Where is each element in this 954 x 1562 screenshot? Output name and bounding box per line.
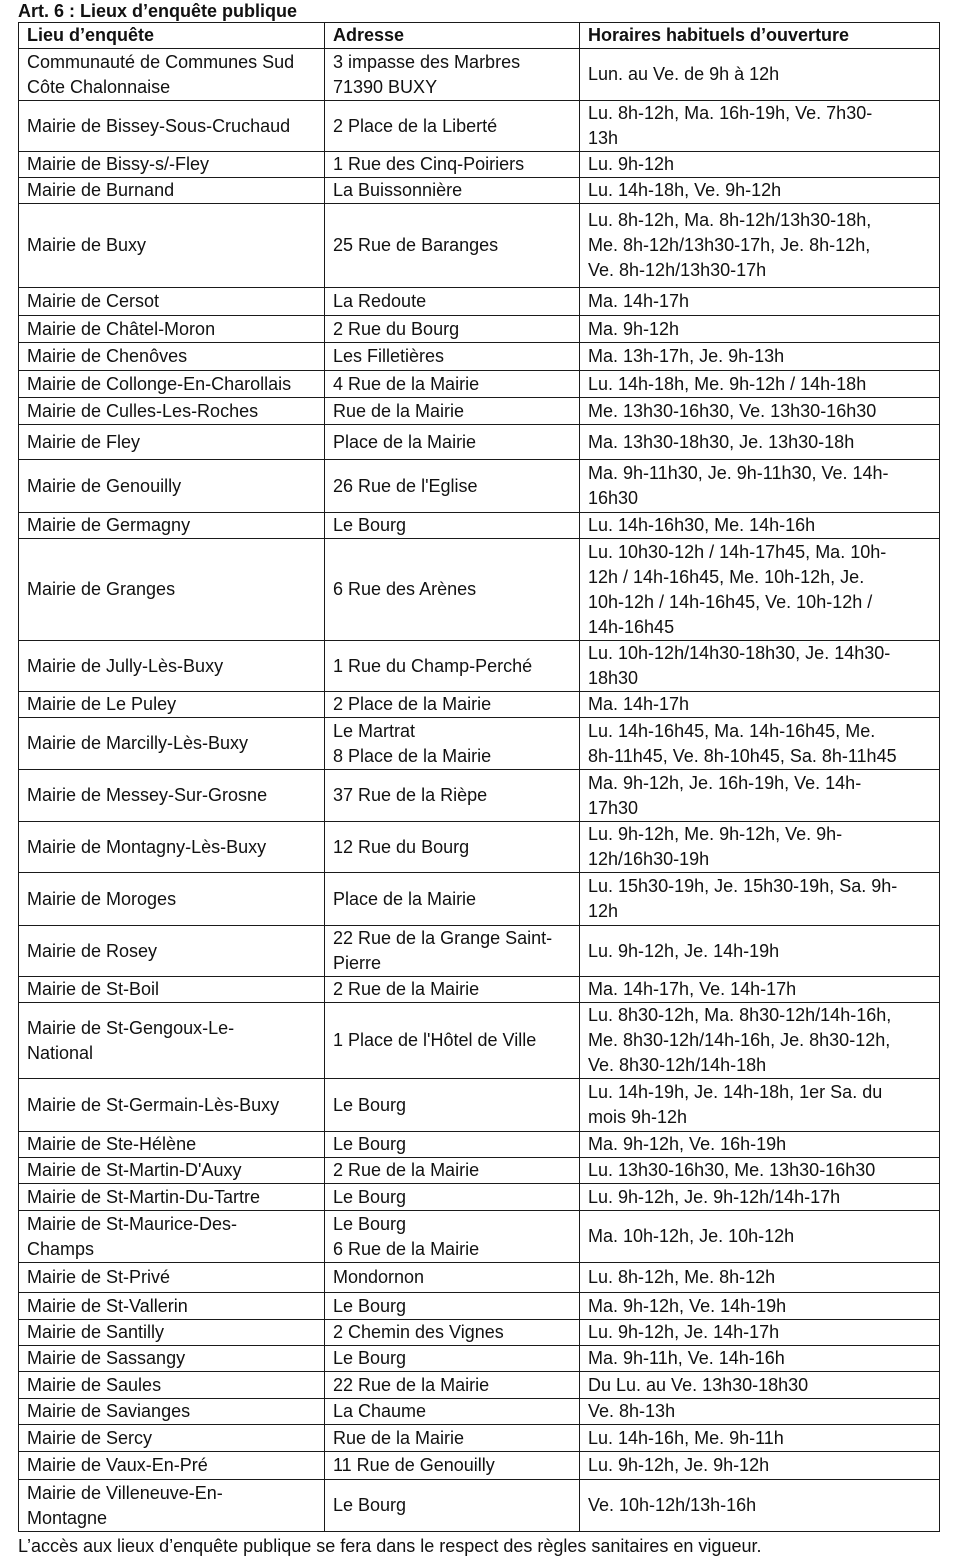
cell-horaires [580, 718, 940, 770]
cell-horaires [580, 1293, 940, 1320]
cell-adresse [325, 1372, 580, 1399]
cell-lieu-line: Mairie de St-Maurice-Des- [27, 1213, 238, 1234]
cell-lieu-line: Mairie de Moroges [27, 888, 177, 909]
cell-horaires [580, 1184, 940, 1211]
cell-lieu-line: Mairie de Burnand [27, 180, 175, 200]
cell-adresse-line: La Buissonnière [333, 180, 463, 200]
table-row [19, 977, 940, 1003]
table-row [19, 1346, 940, 1372]
cell-lieu-line: Mairie de Villeneuve-En- [27, 1482, 223, 1503]
cell-lieu-line: Mairie de Le Puley [27, 694, 177, 714]
table-header-row [19, 23, 940, 49]
cell-adresse-line: Le Bourg [333, 1348, 407, 1368]
cell-lieu-line: National [27, 1042, 94, 1063]
cell-horaires-line: Ve. 8h-12h/13h30-17h [588, 260, 767, 280]
cell-lieu-line: Champs [27, 1238, 95, 1259]
cell-adresse-line: 2 Rue de la Mairie [333, 1160, 480, 1180]
cell-lieu [19, 288, 325, 316]
cell-lieu [19, 873, 325, 926]
cell-lieu [19, 718, 325, 770]
cell-adresse [325, 1263, 580, 1293]
cell-horaires-line: Me. 13h30-16h30, Ve. 13h30-16h30 [588, 400, 877, 421]
cell-horaires-line: Ve. 10h-12h/13h-16h [588, 1495, 757, 1515]
cell-adresse-line: 37 Rue de la Rièpe [333, 785, 488, 805]
table-row [19, 1372, 940, 1399]
table-row [19, 1425, 940, 1452]
table-row [19, 692, 940, 718]
cell-horaires [580, 178, 940, 204]
cell-adresse [325, 204, 580, 288]
table-row [19, 1079, 940, 1132]
cell-lieu-line: Mairie de St-Germain-Lès-Buxy [27, 1094, 280, 1115]
table-row [19, 316, 940, 343]
cell-horaires [580, 1399, 940, 1425]
cell-adresse-line: 71390 BUXY [333, 76, 438, 97]
table-row [19, 1452, 940, 1480]
cell-lieu [19, 101, 325, 152]
table-row [19, 1293, 940, 1320]
cell-adresse-line: 1 Place de l'Hôtel de Ville [333, 1030, 537, 1050]
cell-adresse [325, 539, 580, 641]
cell-adresse-line: Le Bourg [333, 1186, 407, 1207]
cell-lieu-line: Mairie de Chenôves [27, 346, 188, 366]
cell-horaires [580, 1079, 940, 1132]
cell-lieu-line: Mairie de Montagny-Lès-Buxy [27, 836, 267, 857]
cell-lieu-line: Côte Chalonnaise [27, 76, 171, 97]
cell-horaires [580, 1480, 940, 1532]
cell-horaires-line: Ma. 9h-12h, Ve. 16h-19h [588, 1134, 787, 1154]
cell-horaires-line: Me. 8h-12h/13h30-17h, Je. 8h-12h, [588, 235, 871, 255]
cell-lieu [19, 977, 325, 1003]
cell-lieu [19, 1399, 325, 1425]
cell-horaires-line: Du Lu. au Ve. 13h30-18h30 [588, 1374, 809, 1395]
cell-adresse [325, 1079, 580, 1132]
cell-lieu [19, 152, 325, 178]
cell-adresse-line: 3 impasse des Marbres [333, 51, 521, 72]
cell-lieu-line: Mairie de Marcilly-Lès-Buxy [27, 733, 249, 753]
table-row [19, 770, 940, 822]
cell-lieu [19, 1480, 325, 1532]
cell-horaires [580, 204, 940, 288]
cell-horaires-line: Ma. 14h-17h [588, 694, 690, 714]
cell-horaires [580, 101, 940, 152]
table-row [19, 1158, 940, 1184]
cell-adresse [325, 460, 580, 513]
cell-horaires-line: Ma. 10h-12h, Je. 10h-12h [588, 1226, 795, 1246]
cell-horaires-line: 8h-11h45, Ve. 8h-10h45, Sa. 8h-11h45 [588, 745, 897, 766]
cell-horaires [580, 1452, 940, 1480]
cell-horaires-line: Lu. 14h-16h30, Me. 14h-16h [588, 515, 816, 535]
cell-horaires-line: Ma. 9h-11h, Ve. 14h-16h [588, 1348, 785, 1368]
cell-adresse-line: Le Martrat [333, 720, 416, 741]
table-row [19, 1184, 940, 1211]
cell-adresse-line: Le Bourg [333, 515, 407, 535]
cell-horaires-line: Ma. 13h-17h, Je. 9h-13h [588, 346, 785, 366]
cell-adresse [325, 1158, 580, 1184]
cell-horaires-line: Me. 8h30-12h/14h-16h, Je. 8h30-12h, [588, 1030, 891, 1050]
cell-adresse [325, 152, 580, 178]
table-body [19, 49, 940, 1532]
cell-horaires [580, 460, 940, 513]
cell-lieu-line: Mairie de Fley [27, 431, 141, 452]
cell-adresse-line: 1 Rue des Cinq-Poiriers [333, 154, 525, 174]
table-row [19, 926, 940, 977]
cell-horaires-line: Ma. 9h-12h [588, 318, 680, 339]
cell-lieu [19, 1132, 325, 1158]
cell-adresse [325, 873, 580, 926]
cell-adresse [325, 977, 580, 1003]
cell-horaires-line: Ma. 14h-17h, Ve. 14h-17h [588, 979, 797, 999]
cell-adresse [325, 371, 580, 398]
cell-horaires-line: 16h30 [588, 488, 639, 508]
cell-adresse-line: Rue de la Mairie [333, 400, 465, 421]
table-row [19, 371, 940, 398]
cell-adresse-line: Place de la Mairie [333, 431, 477, 452]
table-row [19, 152, 940, 178]
cell-lieu-line: Mairie de Vaux-En-Pré [27, 1455, 208, 1475]
cell-horaires-line: Lu. 9h-12h [588, 154, 675, 174]
document-page [18, 0, 939, 1558]
cell-adresse [325, 288, 580, 316]
cell-adresse-line: 22 Rue de la Mairie [333, 1374, 490, 1395]
header-adresse: Adresse [325, 23, 580, 49]
cell-horaires-line: Ma. 9h-12h, Je. 16h-19h, Ve. 14h- [588, 772, 862, 793]
cell-lieu [19, 204, 325, 288]
cell-lieu-line: Mairie de Bissy-s/-Fley [27, 154, 210, 174]
cell-horaires [580, 770, 940, 822]
cell-lieu-line: Communauté de Communes Sud [27, 51, 295, 72]
cell-horaires [580, 692, 940, 718]
cell-horaires [580, 1372, 940, 1399]
cell-horaires [580, 513, 940, 539]
cell-adresse [325, 692, 580, 718]
cell-horaires-line: Lu. 10h30-12h / 14h-17h45, Ma. 10h- [588, 541, 887, 562]
cell-adresse [325, 1003, 580, 1079]
cell-lieu [19, 1320, 325, 1346]
inquiry-locations-table [18, 22, 940, 1532]
cell-lieu [19, 425, 325, 460]
cell-horaires [580, 1320, 940, 1346]
cell-horaires-line: 12h / 14h-16h45, Me. 10h-12h, Je. [588, 566, 865, 587]
cell-adresse-line: Rue de la Mairie [333, 1427, 465, 1448]
cell-adresse [325, 926, 580, 977]
cell-adresse-line: Le Bourg [333, 1495, 407, 1515]
cell-lieu [19, 1158, 325, 1184]
table-row [19, 1211, 940, 1263]
cell-lieu [19, 641, 325, 692]
cell-horaires-line: Lu. 8h-12h, Me. 8h-12h [588, 1267, 776, 1287]
cell-lieu-line: Mairie de Savianges [27, 1401, 191, 1421]
cell-lieu [19, 178, 325, 204]
cell-lieu [19, 1184, 325, 1211]
cell-lieu-line: Mairie de Cersot [27, 291, 160, 311]
cell-lieu [19, 770, 325, 822]
cell-horaires-line: 14h-16h45 [588, 616, 675, 637]
cell-horaires [580, 288, 940, 316]
cell-lieu-line: Mairie de Rosey [27, 940, 158, 961]
cell-adresse-line: 8 Place de la Mairie [333, 745, 492, 766]
cell-lieu-line: Mairie de Sercy [27, 1427, 153, 1448]
cell-adresse [325, 822, 580, 873]
cell-horaires [580, 49, 940, 101]
cell-lieu-line: Mairie de Châtel-Moron [27, 318, 216, 339]
cell-horaires [580, 1425, 940, 1452]
cell-horaires [580, 1158, 940, 1184]
cell-horaires-line: Ve. 8h30-12h/14h-18h [588, 1055, 767, 1075]
cell-horaires-line: Lu. 9h-12h, Je. 9h-12h/14h-17h [588, 1186, 841, 1207]
cell-lieu-line: Mairie de Collonge-En-Charollais [27, 373, 292, 394]
header-horaires: Horaires habituels d’ouverture [580, 23, 940, 49]
cell-adresse [325, 1132, 580, 1158]
cell-horaires-line: Lu. 8h30-12h, Ma. 8h30-12h/14h-16h, [588, 1005, 892, 1025]
cell-adresse-line: 6 Rue de la Mairie [333, 1238, 480, 1259]
cell-adresse [325, 49, 580, 101]
cell-horaires-line: Lu. 15h30-19h, Je. 15h30-19h, Sa. 9h- [588, 876, 898, 896]
cell-horaires [580, 152, 940, 178]
cell-adresse [325, 343, 580, 371]
cell-horaires-line: Lu. 14h-16h45, Ma. 14h-16h45, Me. [588, 720, 876, 741]
cell-horaires-line: 13h [588, 128, 619, 148]
cell-horaires-line: Lu. 10h-12h/14h30-18h30, Je. 14h30- [588, 643, 891, 663]
cell-lieu [19, 1003, 325, 1079]
cell-adresse [325, 178, 580, 204]
cell-adresse-line: La Chaume [333, 1401, 427, 1421]
cell-adresse [325, 513, 580, 539]
header-lieu: Lieu d’enquête [19, 23, 325, 49]
cell-horaires-line: 18h30 [588, 668, 639, 688]
cell-lieu-line: Mairie de St-Boil [27, 979, 160, 999]
cell-adresse [325, 770, 580, 822]
cell-horaires-line: Lun. au Ve. de 9h à 12h [588, 64, 780, 84]
cell-lieu [19, 539, 325, 641]
cell-adresse [325, 1346, 580, 1372]
cell-horaires-line: Lu. 13h30-16h30, Me. 13h30-16h30 [588, 1160, 876, 1180]
cell-lieu [19, 49, 325, 101]
cell-horaires-line: Lu. 9h-12h, Je. 9h-12h [588, 1455, 770, 1475]
cell-horaires-line: Ve. 8h-13h [588, 1401, 676, 1421]
table-row [19, 873, 940, 926]
cell-horaires-line: Lu. 9h-12h, Je. 14h-19h [588, 940, 780, 961]
cell-adresse-line: 6 Rue des Arènes [333, 579, 477, 599]
cell-adresse-line: 1 Rue du Champ-Perché [333, 655, 533, 676]
cell-adresse-line: La Redoute [333, 291, 427, 311]
cell-adresse [325, 1320, 580, 1346]
cell-horaires [580, 398, 940, 425]
cell-horaires-line: Ma. 9h-11h30, Je. 9h-11h30, Ve. 14h- [588, 463, 889, 483]
cell-horaires [580, 1132, 940, 1158]
table-row [19, 1480, 940, 1532]
cell-horaires-line: Lu. 8h-12h, Ma. 8h-12h/13h30-18h, [588, 210, 872, 230]
cell-horaires-line: 10h-12h / 14h-16h45, Ve. 10h-12h / [588, 591, 873, 612]
table-row [19, 641, 940, 692]
cell-lieu-line: Mairie de St-Vallerin [27, 1295, 188, 1316]
cell-horaires-line: Lu. 14h-18h, Ve. 9h-12h [588, 180, 782, 200]
cell-horaires [580, 371, 940, 398]
cell-lieu-line: Mairie de Santilly [27, 1322, 165, 1342]
cell-adresse-line: 25 Rue de Baranges [333, 235, 499, 255]
cell-lieu [19, 316, 325, 343]
cell-adresse [325, 641, 580, 692]
cell-adresse-line: Le Bourg [333, 1295, 407, 1316]
cell-lieu [19, 692, 325, 718]
cell-lieu [19, 1079, 325, 1132]
cell-lieu-line: Mairie de St-Martin-Du-Tartre [27, 1186, 261, 1207]
table-row [19, 49, 940, 101]
cell-horaires [580, 1346, 940, 1372]
cell-lieu [19, 1425, 325, 1452]
table-row [19, 1320, 940, 1346]
cell-adresse [325, 1452, 580, 1480]
cell-horaires-line: Lu. 14h-19h, Je. 14h-18h, 1er Sa. du [588, 1082, 883, 1102]
cell-lieu [19, 343, 325, 371]
cell-adresse-line: Le Bourg [333, 1094, 407, 1115]
cell-lieu-line: Mairie de Buxy [27, 235, 147, 255]
cell-adresse-line: 22 Rue de la Grange Saint- [333, 928, 553, 948]
cell-horaires-line: Ma. 9h-12h, Ve. 14h-19h [588, 1295, 787, 1316]
table-row [19, 1132, 940, 1158]
cell-adresse [325, 398, 580, 425]
article-title: Art. 6 : Lieux d’enquête publique [18, 1, 298, 21]
cell-lieu [19, 1211, 325, 1263]
cell-adresse-line: 2 Rue du Bourg [333, 318, 460, 339]
cell-lieu-line: Mairie de St-Gengoux-Le- [27, 1017, 235, 1038]
table-row [19, 1399, 940, 1425]
cell-adresse [325, 425, 580, 460]
cell-horaires-line: Lu. 14h-18h, Me. 9h-12h / 14h-18h [588, 373, 867, 394]
cell-lieu [19, 513, 325, 539]
cell-horaires-line: mois 9h-12h [588, 1107, 688, 1127]
cell-lieu [19, 926, 325, 977]
cell-horaires [580, 977, 940, 1003]
cell-adresse-line: 2 Place de la Mairie [333, 694, 492, 714]
cell-adresse [325, 1184, 580, 1211]
cell-lieu-line: Mairie de Jully-Lès-Buxy [27, 655, 224, 676]
cell-adresse-line: 2 Rue de la Mairie [333, 979, 480, 999]
cell-lieu [19, 1452, 325, 1480]
cell-horaires [580, 1263, 940, 1293]
cell-horaires [580, 425, 940, 460]
cell-adresse-line: 12 Rue du Bourg [333, 836, 470, 857]
cell-lieu-line: Montagne [27, 1507, 108, 1528]
table-row [19, 513, 940, 539]
cell-adresse [325, 1425, 580, 1452]
table-row [19, 1263, 940, 1293]
cell-adresse-line: 26 Rue de l'Eglise [333, 475, 478, 496]
cell-lieu-line: Mairie de Culles-Les-Roches [27, 400, 259, 421]
table-row [19, 425, 940, 460]
cell-horaires [580, 1003, 940, 1079]
cell-horaires [580, 539, 940, 641]
cell-adresse [325, 718, 580, 770]
cell-horaires-line: 12h/16h30-19h [588, 849, 710, 869]
table-row [19, 822, 940, 873]
table-row [19, 178, 940, 204]
cell-horaires [580, 822, 940, 873]
table-row [19, 1003, 940, 1079]
cell-lieu-line: Mairie de Ste-Hélène [27, 1134, 197, 1154]
cell-adresse-line: Les Filletières [333, 346, 445, 366]
cell-adresse [325, 316, 580, 343]
cell-horaires [580, 641, 940, 692]
cell-lieu-line: Mairie de Saules [27, 1374, 162, 1395]
cell-horaires [580, 873, 940, 926]
footer-note: L’accès aux lieux d’enquête publique se fera dans le respect des règles sanitaires en vigueur. [18, 1536, 762, 1556]
cell-adresse-line: Le Bourg [333, 1134, 407, 1154]
table-row [19, 460, 940, 513]
cell-adresse-line: 2 Place de la Liberté [333, 115, 498, 136]
cell-lieu-line: Mairie de Germagny [27, 515, 191, 535]
table-row [19, 204, 940, 288]
cell-horaires-line: Lu. 9h-12h, Je. 14h-17h [588, 1322, 780, 1342]
cell-horaires-line: Lu. 14h-16h, Me. 9h-11h [588, 1427, 784, 1448]
cell-horaires [580, 926, 940, 977]
cell-horaires-line: 17h30 [588, 797, 639, 818]
table-row [19, 398, 940, 425]
table-row [19, 101, 940, 152]
cell-lieu [19, 371, 325, 398]
cell-adresse-line: Pierre [333, 953, 382, 973]
cell-lieu-line: Mairie de Genouilly [27, 475, 182, 496]
cell-adresse [325, 1399, 580, 1425]
cell-lieu [19, 1263, 325, 1293]
cell-lieu [19, 398, 325, 425]
cell-adresse-line: 2 Chemin des Vignes [333, 1322, 504, 1342]
cell-adresse [325, 1480, 580, 1532]
cell-adresse [325, 1293, 580, 1320]
cell-adresse-line: Place de la Mairie [333, 888, 477, 909]
table-row [19, 288, 940, 316]
table-row [19, 343, 940, 371]
cell-lieu [19, 1372, 325, 1399]
cell-horaires-line: 12h [588, 901, 619, 921]
cell-lieu [19, 1346, 325, 1372]
cell-lieu-line: Mairie de St-Martin-D'Auxy [27, 1160, 242, 1180]
cell-lieu-line: Mairie de Granges [27, 579, 176, 599]
cell-lieu-line: Mairie de St-Privé [27, 1267, 171, 1287]
cell-adresse [325, 101, 580, 152]
cell-horaires-line: Lu. 9h-12h, Me. 9h-12h, Ve. 9h- [588, 824, 843, 844]
table-row [19, 539, 940, 641]
cell-lieu-line: Mairie de Messey-Sur-Grosne [27, 785, 268, 805]
cell-adresse-line: Le Bourg [333, 1213, 407, 1234]
cell-horaires [580, 1211, 940, 1263]
cell-horaires [580, 316, 940, 343]
cell-adresse [325, 1211, 580, 1263]
cell-horaires-line: Lu. 8h-12h, Ma. 16h-19h, Ve. 7h30- [588, 103, 873, 123]
cell-horaires-line: Ma. 13h30-18h30, Je. 13h30-18h [588, 431, 855, 452]
cell-adresse-line: 4 Rue de la Mairie [333, 373, 480, 394]
cell-lieu [19, 822, 325, 873]
table-row [19, 718, 940, 770]
cell-lieu-line: Mairie de Bissey-Sous-Cruchaud [27, 115, 291, 136]
cell-lieu [19, 1293, 325, 1320]
cell-adresse-line: 11 Rue de Genouilly [333, 1455, 495, 1475]
cell-adresse-line: Mondornon [333, 1267, 425, 1287]
cell-horaires [580, 343, 940, 371]
cell-lieu-line: Mairie de Sassangy [27, 1348, 186, 1368]
cell-horaires-line: Ma. 14h-17h [588, 291, 690, 311]
cell-lieu [19, 460, 325, 513]
